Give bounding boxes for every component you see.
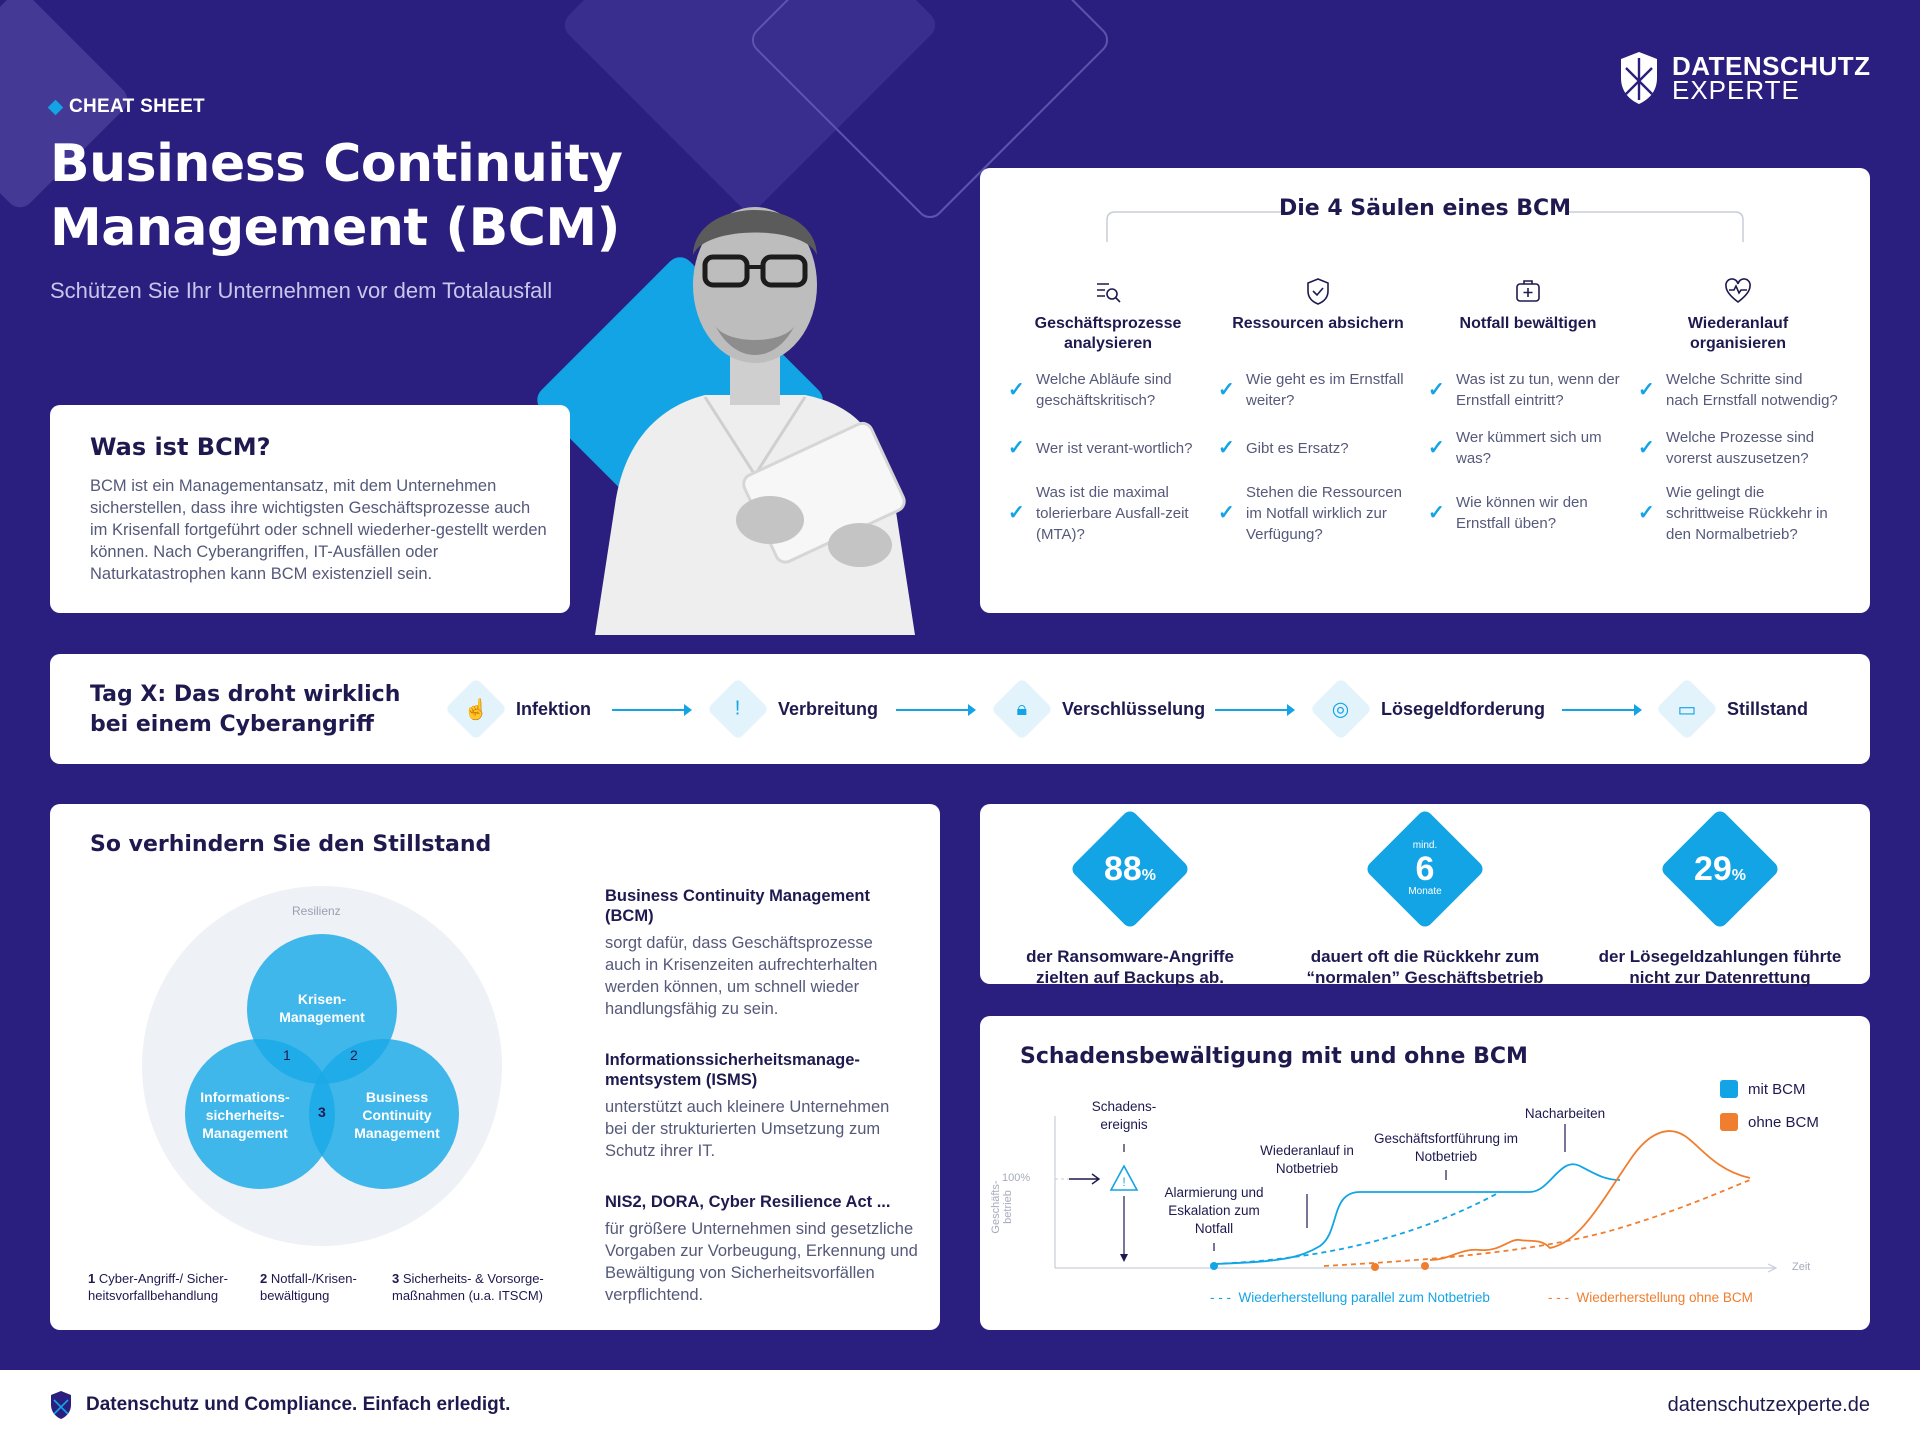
- tagx-title: Tag X: Das droht wirklich bei einem Cyberangriff: [90, 682, 401, 737]
- circle-label-isms: Informations- sicherheits- Management: [200, 1089, 290, 1141]
- legend-item: ohne BCM: [1720, 1113, 1819, 1131]
- question-item: ✓ Wie gelingt die schrittweise Rückkehr in den Normalbetrieb?: [1638, 483, 1828, 543]
- step-verbreitung: ! Verbreitung: [716, 654, 878, 764]
- annotation-fortfuehrung: Geschäftsfortführung im Notbetrieb: [1373, 1131, 1519, 1164]
- person-photo: [555, 175, 955, 635]
- question-item: ✓ Stehen die Ressourcen im Notfall wirklich zur Verfügung?: [1218, 483, 1402, 543]
- list-search-icon: [1093, 276, 1123, 306]
- card-stillstand: [50, 804, 940, 1330]
- circle-label-krisen: Krisen- Management: [279, 991, 365, 1025]
- curve-mit-bcm: [1214, 1164, 1620, 1264]
- document-alert-icon: !: [735, 697, 741, 720]
- check-icon: ✓: [1008, 502, 1025, 524]
- check-icon: ✓: [1428, 379, 1445, 401]
- pillar-title: Geschäftsprozesse analysieren: [1034, 315, 1182, 352]
- question-item: ✓ Was ist die maximal tolerierbare Ausfall-zeit (MTA)?: [1008, 483, 1189, 543]
- monitor-off-icon: ▭: [1677, 698, 1697, 721]
- first-aid-kit-icon: [1513, 276, 1543, 306]
- y-tick-100: 100%: [1002, 1172, 1031, 1184]
- footer-url[interactable]: datenschutzexperte.de: [1667, 1394, 1870, 1416]
- card-stats: [980, 804, 1870, 987]
- card-chart: [980, 1016, 1870, 1330]
- footnote: 1 Cyber-Angriff-/ Sicher-heitsvorfallbehandlung: [88, 1271, 228, 1303]
- svg-text:!: !: [1122, 1175, 1126, 1189]
- check-icon: ✓: [1638, 502, 1655, 524]
- card-tag-x: [50, 654, 1870, 764]
- pillar-ressourcen: [1218, 276, 1418, 546]
- coins-icon: ◎: [1332, 698, 1350, 721]
- logo[interactable]: DATENSCHUTZ EXPERTE: [1618, 50, 1871, 106]
- check-icon: ✓: [1428, 437, 1445, 459]
- footnote: 2 Notfall-/Krisen-bewältigung: [260, 1271, 357, 1303]
- section-isms: Informationssicherheitsmanage-mentsystem (ISMS) unterstützt auch kleinere Unternehmen bei der strukturierten Umsetzung zum Schutz ihrer IT.: [605, 1051, 890, 1160]
- shield-check-icon: [1303, 276, 1333, 306]
- question-item: ✓ Welche Abläufe sind geschäftskritisch?: [1008, 371, 1172, 409]
- shield-logo-icon: [1618, 50, 1660, 106]
- pillar-geschaeftsprozesse: [1008, 276, 1208, 546]
- click-hand-icon: ☝: [463, 698, 489, 721]
- annotation-alarm: Alarmierung und Eskalation zum Notfall: [1164, 1185, 1264, 1236]
- question-item: ✓ Wer ist verant-wortlich?: [1008, 437, 1193, 459]
- question-item: ✓ Wie geht es im Ernstfall weiter?: [1218, 371, 1404, 409]
- pillars-title: Die 4 Säulen eines BCM: [1278, 196, 1572, 221]
- pillar-title: Ressourcen absichern: [1232, 315, 1404, 332]
- arrow-icon: [896, 709, 974, 711]
- page-title: Business Continuity Management (BCM): [50, 134, 623, 258]
- marker-alarm: [1210, 1262, 1218, 1270]
- check-icon: ✓: [1428, 502, 1445, 524]
- cheat-sheet-tag: CHEAT SHEET: [50, 96, 205, 118]
- x-axis-label: Zeit: [1792, 1261, 1811, 1273]
- question-item: ✓ Wer kümmert sich um was?: [1428, 429, 1602, 467]
- section-nis2: NIS2, DORA, Cyber Resilience Act ... für größere Unternehmen sind gesetzliche Vorgaben zur Vorbeugung, Erkennung und Bewältigung von Sicherheitsvorfällen verpflichtend.: [605, 1193, 918, 1304]
- card-title: Was ist BCM?: [90, 433, 271, 461]
- shield-logo-icon: [50, 1390, 72, 1420]
- annotation-wiederanlauf: Wiederanlauf in Notbetrieb: [1260, 1143, 1354, 1176]
- step-loesegeld: ◎ Lösegeldforderung: [1319, 654, 1545, 764]
- check-icon: ✓: [1638, 379, 1655, 401]
- diamond-icon: [48, 99, 64, 115]
- card-pillars: [980, 168, 1870, 613]
- annotation-schaden: Schadens- ereignis: [1091, 1099, 1157, 1132]
- stat-monate: mind. 6 Monate dauert oft die Rückkehr zum “normalen” Geschäftsbetrieb: [1275, 826, 1575, 988]
- question-item: ✓ Welche Schritte sind nach Ernstfall notwendig?: [1638, 371, 1838, 409]
- stat-backups: 88% der Ransomware-Angriffe zielten auf Backups ab.: [980, 826, 1280, 988]
- pillar-title: Notfall bewältigen: [1459, 315, 1597, 332]
- page-subtitle: Schützen Sie Ihr Unternehmen vor dem Totalausfall: [50, 278, 553, 303]
- question-item: ✓ Wie können wir den Ernstfall üben?: [1428, 494, 1588, 532]
- step-verschluesselung: 🔒︎ Verschlüsselung: [1000, 654, 1205, 764]
- curve-wiederherstellung-ohne: [1324, 1180, 1750, 1266]
- question-item: ✓ Welche Prozesse sind vorerst auszusetzen?: [1638, 429, 1815, 467]
- stillstand-title: So verhindern Sie den Stillstand: [90, 832, 492, 857]
- arrow-icon: [612, 709, 690, 711]
- lock-icon: 🔒︎: [1016, 697, 1028, 720]
- check-icon: ✓: [1638, 437, 1655, 459]
- overlap-number: 3: [318, 1104, 326, 1120]
- chart-title: Schadensbewältigung mit und ohne BCM: [1020, 1044, 1528, 1069]
- stat-loesegeld: 29% der Lösegeldzahlungen führte nicht zur Datenrettung: [1570, 826, 1870, 988]
- arrow-icon: [1562, 709, 1640, 711]
- card-was-ist-bcm: [50, 405, 570, 613]
- resilienz-label: Resilienz: [292, 904, 341, 918]
- y-axis-label: Geschäfts-betrieb: [990, 1180, 1014, 1234]
- legend-item: mit BCM: [1720, 1080, 1806, 1098]
- step-infektion: ☝ Infektion: [454, 654, 591, 764]
- question-item: ✓ Was ist zu tun, wenn der Ernstfall eintritt?: [1428, 371, 1620, 409]
- damage-chart: [980, 1016, 1870, 1330]
- marker-ohne: [1371, 1263, 1379, 1271]
- arrow-icon: [1215, 709, 1293, 711]
- bottom-legend-parallel: - - - Wiederherstellung parallel zum Notbetrieb: [1210, 1290, 1490, 1305]
- check-icon: ✓: [1218, 437, 1235, 459]
- marker-ohne: [1421, 1262, 1429, 1270]
- section-bcm: Business Continuity Management (BCM) sorgt dafür, dass Geschäftsprozesse auch in Krisenzeiten aufrechterhalten werden können, um schnell wieder handlungsfähig zu sein.: [605, 887, 878, 1018]
- pillar-wiederanlauf: [1638, 276, 1838, 546]
- check-icon: ✓: [1218, 502, 1235, 524]
- card-text: BCM ist ein Managementansatz, mit dem Unternehmen sicherstellen, dass ihre wichtigsten Geschäftsprozesse auch im Krisenfall fortgeführt oder schnell wiederher-gestellt werden können. Nach Cyberangriffen, IT-Ausfällen oder Naturkatastrophen kann BCM existenziell sein.: [90, 477, 547, 583]
- overlap-number: 1: [283, 1047, 291, 1063]
- check-icon: ✓: [1218, 379, 1235, 401]
- overlap-number: 2: [350, 1047, 358, 1063]
- footer: [0, 1370, 1920, 1440]
- question-item: ✓ Gibt es Ersatz?: [1218, 437, 1349, 459]
- arrow-to-event: [1069, 1174, 1099, 1184]
- step-stillstand: ▭ Stillstand: [1665, 654, 1808, 764]
- check-icon: ✓: [1008, 437, 1025, 459]
- pillar-notfall: [1428, 276, 1628, 546]
- circle-label-bcm: Business Continuity Management: [354, 1089, 440, 1141]
- pillar-title: Wiederanlauf organisieren: [1687, 315, 1789, 352]
- check-icon: ✓: [1008, 379, 1025, 401]
- footnote: 3 Sicherheits- & Vorsorge-maßnahmen (u.a. ITSCM): [392, 1271, 544, 1303]
- heartbeat-icon: [1723, 276, 1753, 306]
- bottom-legend-ohne: - - - Wiederherstellung ohne BCM: [1548, 1290, 1753, 1305]
- annotation-nacharbeiten: Nacharbeiten: [1524, 1106, 1606, 1121]
- footer-tagline: Datenschutz und Compliance. Einfach erledigt.: [86, 1394, 511, 1415]
